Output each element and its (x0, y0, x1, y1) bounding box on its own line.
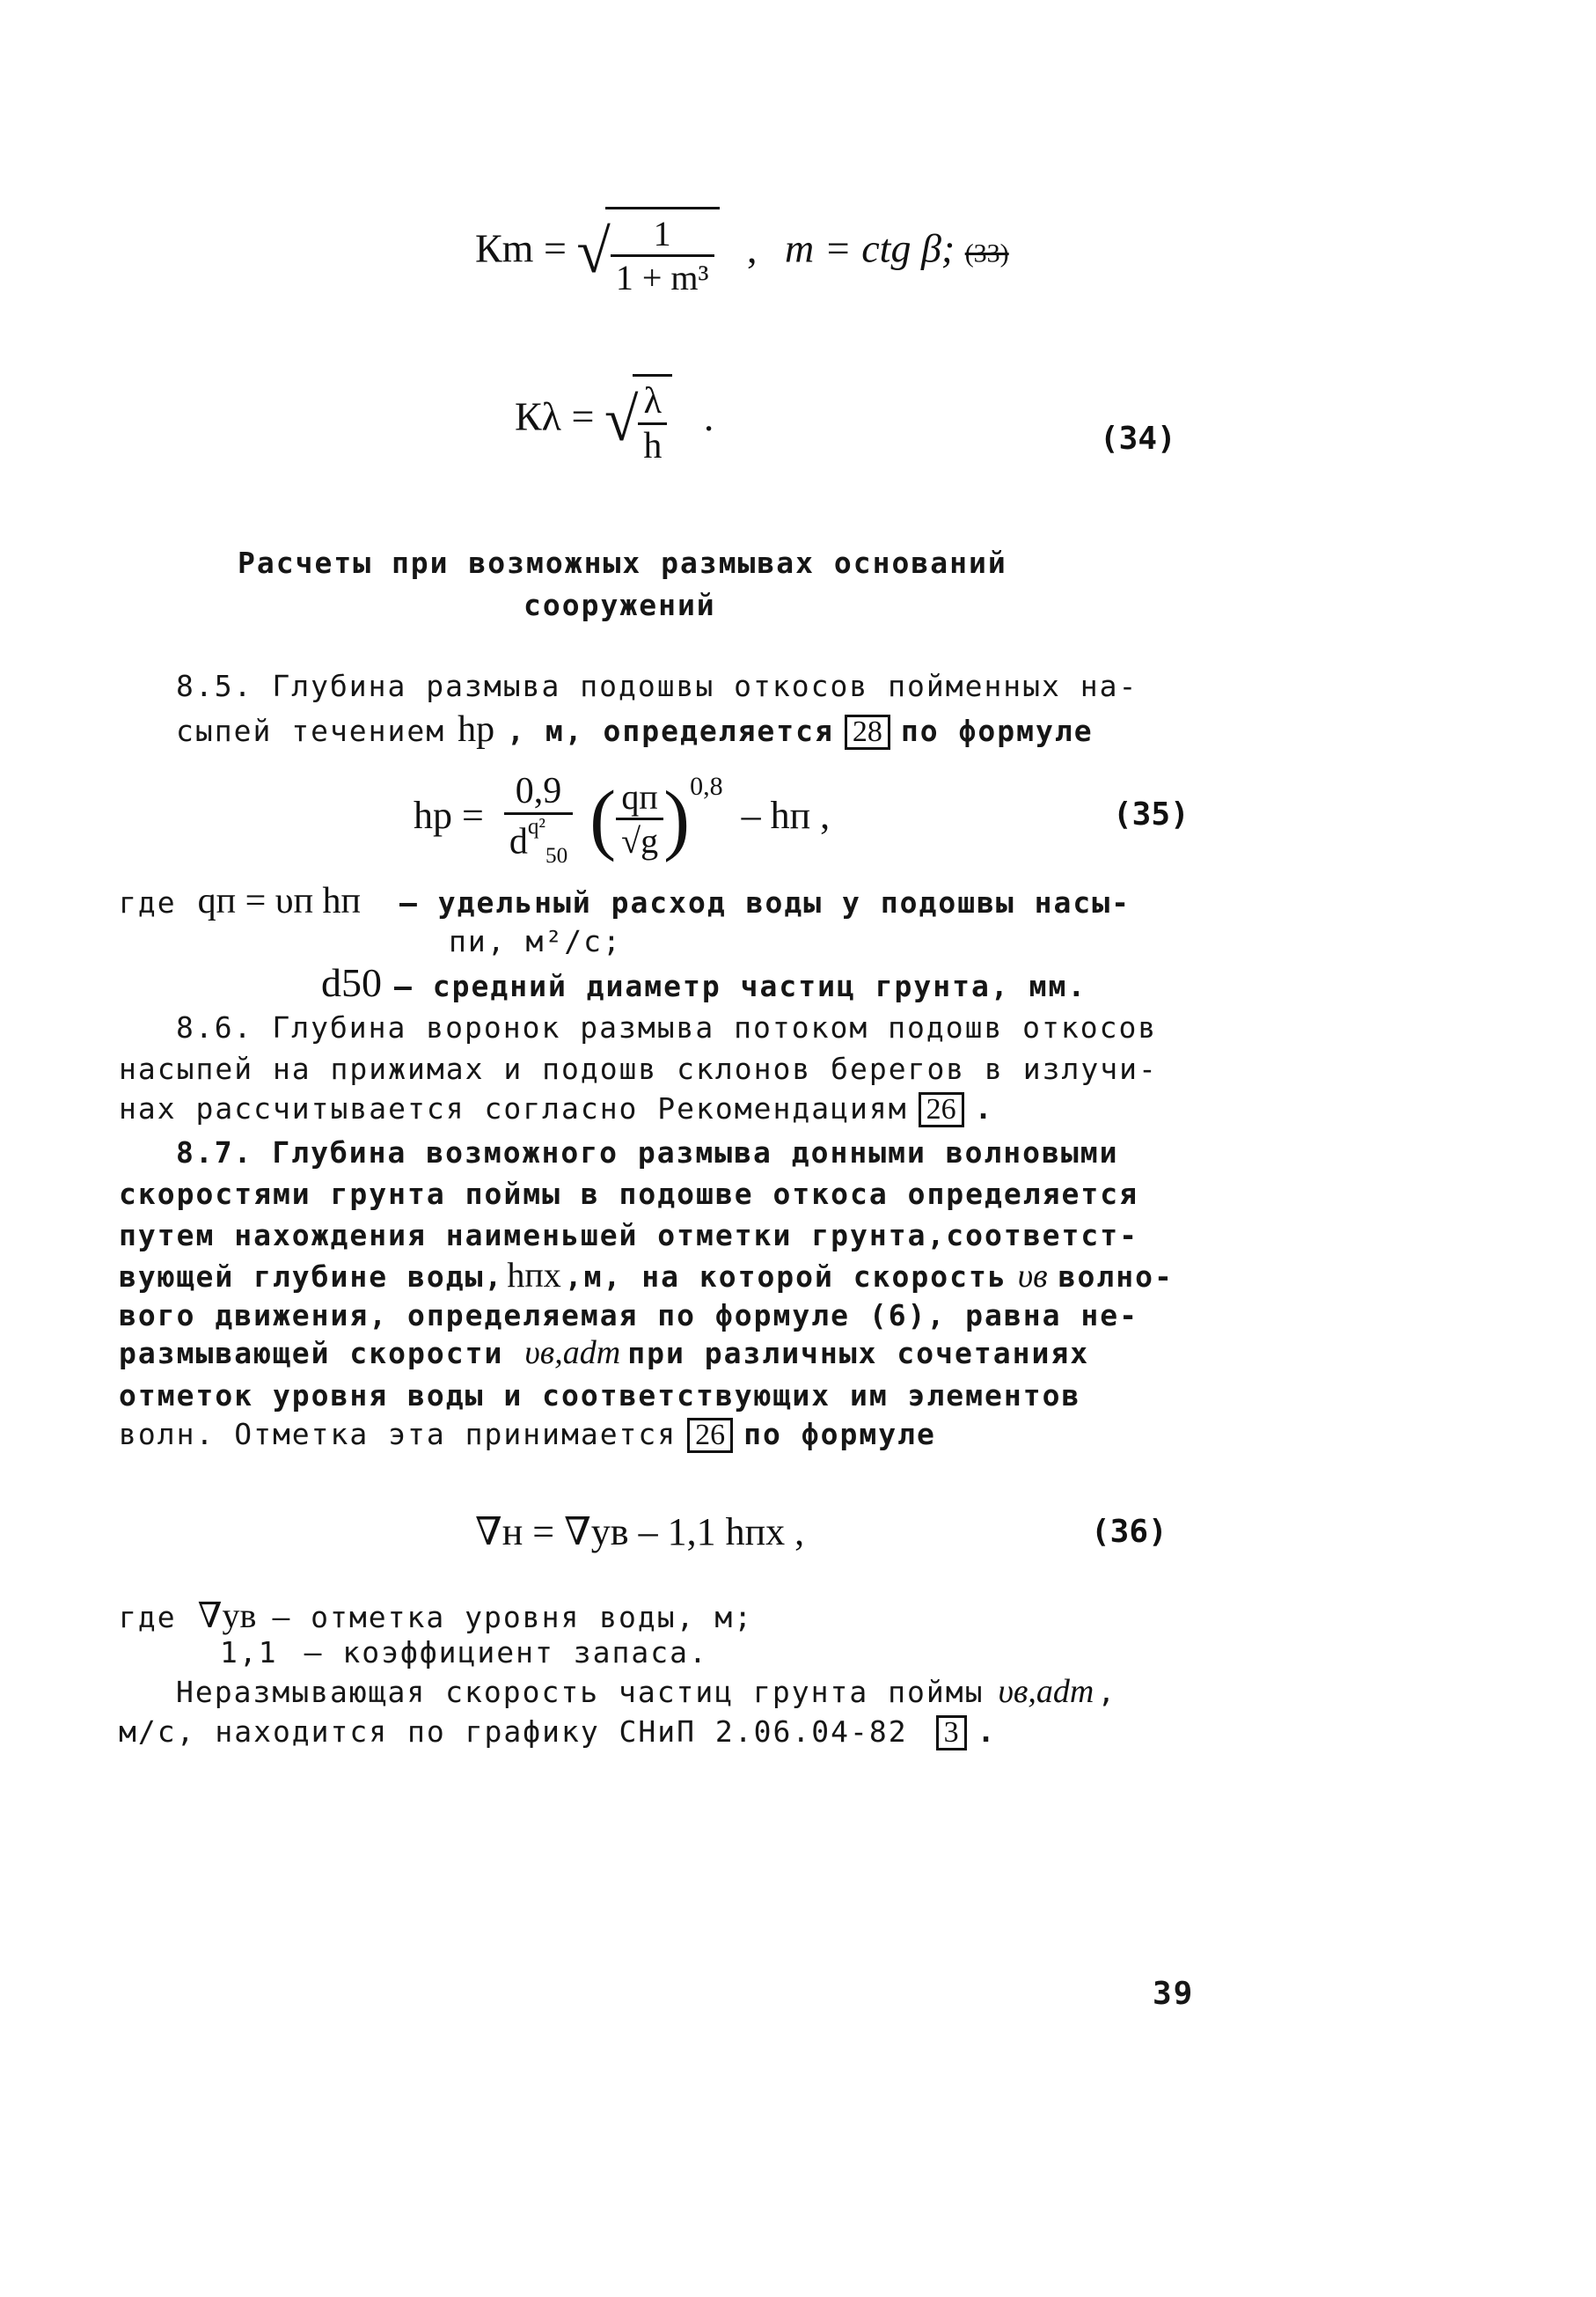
para-final-line2-b: . (977, 1714, 997, 1749)
formula-36: ∇н = ∇ув – 1,1 hпх , (475, 1510, 805, 1553)
para-final-line1-b: , (1097, 1675, 1117, 1709)
k-m-denominator: 1 + m³ (615, 258, 709, 297)
k-lambda-denominator: h (643, 426, 663, 466)
para-8-7-line1: 8.7. Глубина возможного размыва донными волновыми (176, 1135, 1119, 1170)
section-title-line2: сооружений (523, 588, 716, 622)
para-8-7-line5: вого движения, определяемая по формуле (6), равна не- (119, 1298, 1138, 1332)
para-final-line2-a: м/с, находится по графику СНиП 2.06.04-82 (119, 1714, 908, 1749)
formula-33: Кm = √ $\frac{1}{\text{1 + m³}}$ , m = ctg β; (33) (475, 207, 1009, 298)
var-hp: hр (458, 709, 495, 750)
formula-35-number: (35) (1113, 796, 1190, 833)
k-lambda-lhs: Кλ = (515, 393, 595, 439)
def-d-text: – средний диаметр частиц грунта, мм. (394, 969, 1087, 1003)
para-8-7-line8-b: по формуле (743, 1417, 936, 1451)
def-k-row (220, 1635, 708, 1670)
para-8-7-line3: путем нахождения наименьшей отметки грунта,соответст- (119, 1218, 1138, 1252)
k-m-numerator: 1 (611, 213, 714, 257)
coef-den-sub: 50 (545, 843, 568, 868)
para-8-5-line2-b: , м, определяется (507, 714, 834, 748)
para-8-6-line3-b: . (974, 1091, 994, 1126)
hp-lhs: hр = (414, 793, 484, 837)
def-q-row (119, 880, 1131, 922)
para-8-7-line8-a: волн. Отметка эта принимается (119, 1417, 677, 1451)
formula-34-dot: . (703, 393, 714, 439)
def-q-text2: пи, м²/с; (449, 924, 622, 958)
para-8-6-line3-a: нах рассчитывается согласно Рекомендациям (119, 1091, 908, 1126)
def-q-text1: – удельный расход воды у подошвы насы- (399, 885, 1131, 920)
coef-den-d: d (509, 821, 528, 862)
para-8-7-line4 (119, 1254, 1174, 1295)
para-8-7-line6-b: при различных сочетаниях (627, 1336, 1090, 1370)
para-8-7-line4-b: ,м, на которой скорость (564, 1259, 1007, 1294)
para-8-7-line4-a: вующей глубине воды, (119, 1259, 504, 1294)
para-8-7-line6-a: размывающей скорости (119, 1336, 504, 1370)
var-vb-adm: υв,adm (524, 1334, 621, 1371)
k-m-radicand (605, 207, 720, 298)
var-vb-adm-2: υв,adm (998, 1673, 1095, 1710)
def-d-row (321, 959, 1087, 1006)
def-k-text: – коэффициент запаса. (304, 1635, 708, 1670)
formula-33-separator: , (747, 225, 758, 271)
formula-35: hр = $\frac{0,9}{d^{q^2}_{50}}$ ( $\frac{qп}{√g}$ )$^{0,8}$ – hп , (414, 771, 831, 868)
formula-35-tail: – hп , (741, 793, 831, 837)
k-lambda-numerator: λ (638, 380, 667, 425)
paren-denominator: √g (621, 821, 659, 862)
page-number: 39 (1153, 1976, 1195, 2012)
ref-28-a: 28 (845, 715, 890, 750)
para-final-line1 (176, 1672, 1116, 1711)
para-8-6-line3 (119, 1091, 993, 1127)
k-m-lhs: Кm = (475, 225, 567, 271)
ref-3: 3 (936, 1715, 967, 1750)
paren-numerator: qп (616, 776, 663, 820)
where-label-2: где (119, 1600, 177, 1634)
section-title-line1: Расчеты при возможных размывах оснований (238, 546, 1007, 580)
ref-26-a: 26 (919, 1092, 964, 1127)
where-label: где (119, 885, 177, 920)
ref-26-b: 26 (687, 1418, 733, 1453)
para-final-line2 (119, 1714, 996, 1750)
para-8-5-line2-a: сыпей течением (176, 714, 446, 748)
def-v-row (119, 1595, 753, 1636)
para-8-7-line8 (119, 1417, 936, 1453)
var-hpx: hпх (507, 1255, 561, 1295)
def-k-var: 1,1 (220, 1635, 278, 1670)
para-8-6-line1: 8.6. Глубина воронок размыва потоком подошв откосов (176, 1010, 1158, 1045)
m-expression: m = ctg β; (785, 225, 955, 271)
para-8-7-line6 (119, 1333, 1089, 1372)
power-0-8: 0,8 (690, 771, 723, 801)
formula-36-number: (36) (1091, 1514, 1168, 1550)
k-lambda-radicand (633, 374, 672, 467)
var-vb: υв (1017, 1258, 1048, 1295)
para-8-5-line2-c: по формуле (900, 714, 1094, 748)
def-q-var: qп = υп hп (197, 881, 362, 921)
formula-34-number: (34) (1100, 421, 1176, 457)
formula-34: Кλ = √ $\frac{\lambda}{h}$ . (515, 374, 714, 467)
def-v-text: – отметка уровня воды, м; (272, 1600, 754, 1634)
formula-33-number: (33) (964, 239, 1009, 268)
para-8-7-line7: отметок уровня воды и соответствующих им элементов (119, 1378, 1081, 1413)
def-d-var: d50 (321, 960, 382, 1005)
para-8-7-line2: скоростями грунта поймы в подошве откоса определяется (119, 1177, 1138, 1211)
para-8-7-line4-c: волно- (1058, 1259, 1174, 1294)
coef-den-sup: q² (527, 815, 545, 839)
def-v-var: ∇ув (197, 1596, 257, 1635)
para-8-5-line1: 8.5. Глубина размыва подошвы откосов пойменных на- (176, 669, 1138, 703)
para-8-5-line2 (176, 708, 1094, 751)
para-8-6-line2: насыпей на прижимах и подошв склонов берегов в излучи- (119, 1052, 1158, 1086)
coef-denominator (504, 815, 573, 869)
coef-numerator: 0,9 (504, 770, 573, 815)
para-final-line1-a: Неразмывающая скорость частиц грунта поймы (176, 1675, 985, 1709)
